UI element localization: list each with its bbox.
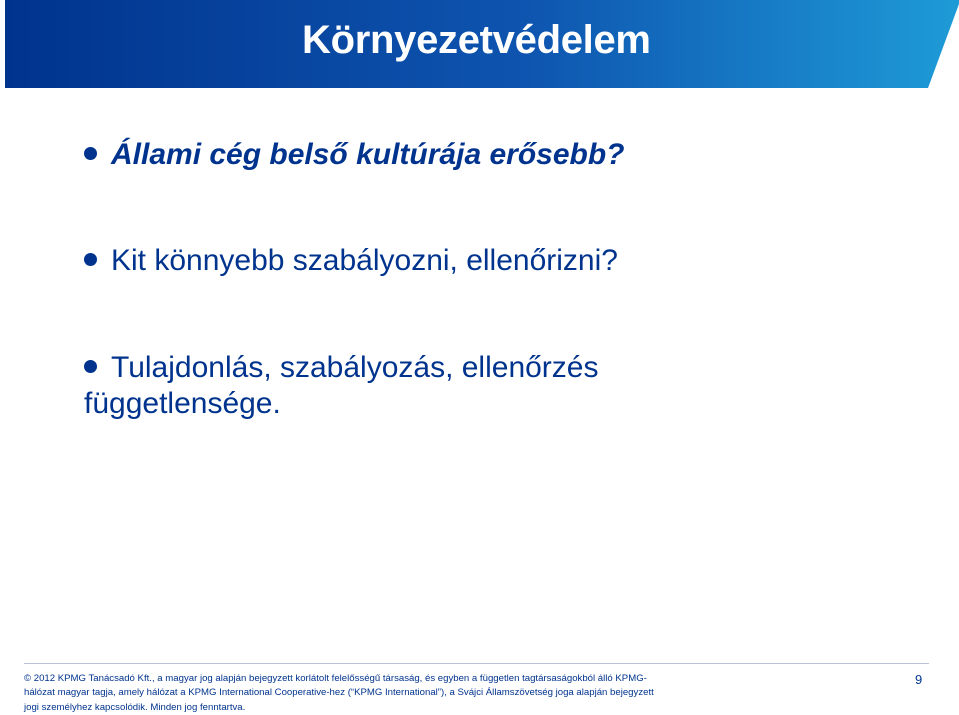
page-number: 9	[915, 672, 923, 687]
bullet-text: Tulajdonlás, szabályozás, ellenőrzés függetlensége.	[84, 351, 599, 420]
title-banner	[0, 0, 959, 88]
bullet-dot-icon	[84, 147, 97, 160]
bullet-item	[84, 137, 784, 173]
footer-copyright: © 2012 KPMG Tanácsadó Kft., a magyar jog alapján bejegyzett korlátolt felelősségű társaság, és egyben a független tagtársaságokból álló KPMG-hálózat magyar tagja, amely hálózat a KPMG International Cooperative-hez (“KPMG International”), a Svájci Államszövetség joga alapján bejegyzett jogi személyhez kapcsolódik. Minden jog fenntartva.	[24, 673, 654, 713]
slide-title: Környezetvédelem	[302, 18, 651, 62]
bullet-text: Állami cég belső kultúrája erősebb?	[111, 138, 625, 171]
bullet-item	[84, 350, 784, 422]
footer-divider	[24, 663, 929, 664]
bullet-text: Kit könnyebb szabályozni, ellenőrizni?	[111, 244, 618, 277]
bullet-dot-icon	[84, 253, 97, 266]
bullet-item	[84, 243, 784, 279]
bullet-dot-icon	[84, 360, 97, 373]
